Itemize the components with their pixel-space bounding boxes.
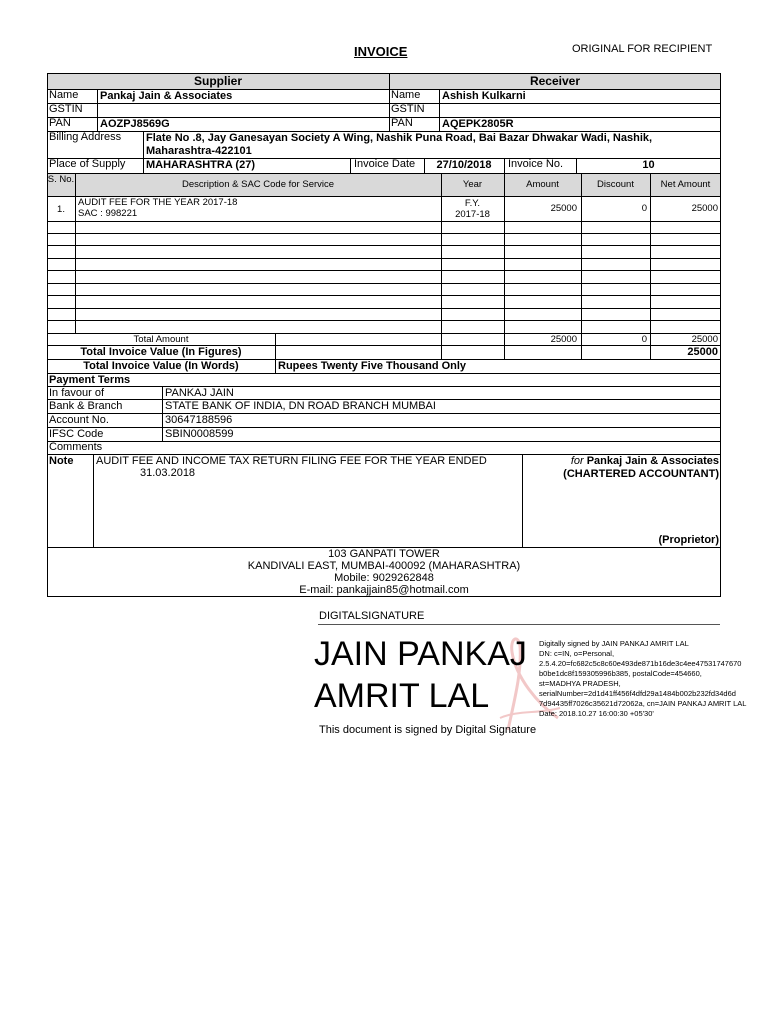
account-no-label: Account No.	[49, 414, 109, 426]
total-words-label: Total Invoice Value (In Words)	[83, 360, 239, 372]
ifsc-label: IFSC Code	[49, 428, 104, 440]
address-email: E-mail: pankajjain85@hotmail.com	[299, 584, 469, 596]
total-net: 25000	[691, 334, 718, 345]
signature-detail-line: Date: 2018.10.27 16:00:30 +05'30'	[539, 709, 654, 718]
row-discount: 0	[641, 203, 647, 214]
row-year-line1: F.Y.	[464, 198, 481, 209]
invoice-date-label: Invoice Date	[354, 158, 416, 170]
signatory: (Proprietor)	[658, 534, 719, 546]
col-year-header: Year	[462, 179, 483, 190]
billing-address-label: Billing Address	[49, 131, 122, 143]
row-year-line2: 2017-18	[455, 209, 490, 220]
receiver-name-label: Name	[391, 89, 421, 101]
receiver-gstin-label: GSTIN	[391, 103, 425, 115]
signature-detail-line: 2.5.4.20=fc682c5c8c60e493de871b16de3c4ee47531747670	[539, 659, 742, 668]
invoice-number-label: Invoice No.	[508, 158, 564, 170]
firm-designation: (CHARTERED ACCOUNTANT)	[563, 468, 719, 480]
invoice-title: INVOICE	[354, 44, 408, 59]
signature-detail-line: 7d94435ff7026c35621d72062a, cn=JAIN PANKAJ AMRIT LAL	[539, 699, 747, 708]
total-discount: 0	[641, 334, 647, 345]
supplier-name: Pankaj Jain & Associates	[100, 90, 233, 102]
signature-statement: This document is signed by Digital Signature	[319, 724, 537, 736]
total-words-value: Rupees Twenty Five Thousand Only	[278, 360, 467, 372]
copy-label: ORIGINAL FOR RECIPIENT	[572, 43, 713, 55]
signature-detail-line: st=MADHYA PRADESH,	[539, 679, 621, 688]
col-discount-header: Discount	[597, 179, 634, 190]
row-amount: 25000	[550, 203, 577, 214]
ifsc-value: SBIN0008599	[165, 428, 234, 440]
col-amount-header: Amount	[526, 179, 559, 190]
account-no-value: 30647188596	[165, 414, 233, 426]
bank-branch-value: STATE BANK OF INDIA, DN ROAD BRANCH MUMBAI	[165, 400, 436, 412]
billing-address-line1: Flate No .8, Jay Ganesayan Society A Wing, Nashik Puna Road, Bai Bazar Dhwakar Wadi, Nashik,	[146, 132, 653, 144]
note-label: Note	[49, 455, 74, 467]
total-amount: 25000	[550, 334, 577, 345]
receiver-pan: AQEPK2805R	[442, 118, 514, 130]
signature-detail-line: Digitally signed by JAIN PANKAJ AMRIT LAL	[539, 639, 689, 648]
bank-branch-label: Bank & Branch	[49, 400, 123, 412]
in-favour-label: In favour of	[49, 387, 105, 399]
supplier-gstin-label: GSTIN	[49, 103, 83, 115]
note-line1: AUDIT FEE AND INCOME TAX RETURN FILING FEE FOR THE YEAR ENDED	[96, 455, 487, 467]
place-of-supply: MAHARASHTRA (27)	[146, 159, 255, 171]
total-figures-value: 25000	[687, 346, 718, 358]
place-of-supply-label: Place of Supply	[49, 158, 126, 170]
signer-name-line1: JAIN PANKAJ	[314, 635, 527, 673]
row-sno: 1.	[57, 204, 65, 215]
receiver-pan-label: PAN	[391, 117, 413, 129]
address-line2: KANDIVALI EAST, MUMBAI-400092 (MAHARASHTRA)	[247, 560, 521, 572]
signature-detail-line: DN: c=IN, o=Personal,	[539, 649, 615, 658]
supplier-heading: Supplier	[193, 74, 242, 88]
col-sno-header: S. No.	[47, 174, 75, 185]
receiver-heading: Receiver	[529, 74, 581, 88]
signature-details	[539, 639, 746, 719]
signer-name-line2: AMRIT LAL	[314, 677, 490, 715]
row-net: 25000	[691, 203, 718, 214]
address-line1: 103 GANPATI TOWER	[328, 548, 440, 560]
address-mobile: Mobile: 9029262848	[334, 572, 434, 584]
invoice-number: 10	[642, 159, 655, 171]
col-net-header: Net Amount	[660, 179, 711, 190]
total-amount-label: Total Amount	[133, 334, 189, 345]
col-description-header: Description & SAC Code for Service	[181, 179, 335, 190]
row-description-line1: AUDIT FEE FOR THE YEAR 2017-18	[78, 197, 238, 208]
payment-terms-heading: Payment Terms	[49, 374, 131, 386]
supplier-pan: AOZPJ8569G	[100, 118, 170, 130]
row-description-line2: SAC : 998221	[78, 208, 138, 219]
supplier-pan-label: PAN	[49, 117, 71, 129]
firm-name: Pankaj Jain & Associates	[586, 455, 719, 467]
receiver-name: Ashish Kulkarni	[442, 90, 526, 102]
signature-detail-line: serialNumber=2d1d41ff456f4dfd29a1484b002b232fd34d6d	[539, 689, 736, 698]
total-figures-label: Total Invoice Value (In Figures)	[80, 346, 242, 358]
invoice-date: 27/10/2018	[436, 159, 492, 171]
supplier-name-label: Name	[49, 89, 79, 101]
in-favour-value: PANKAJ JAIN	[165, 387, 234, 399]
for-prefix: for	[570, 455, 584, 467]
signature-detail-line: b0be1dc8f159305996b385, postalCode=454660,	[539, 669, 702, 678]
digital-signature-heading: DIGITALSIGNATURE	[319, 610, 425, 622]
billing-address-line2: Maharashtra-422101	[146, 145, 252, 157]
comments-label: Comments	[49, 441, 103, 453]
for-firm	[524, 455, 719, 467]
note-line2: 31.03.2018	[140, 467, 196, 479]
